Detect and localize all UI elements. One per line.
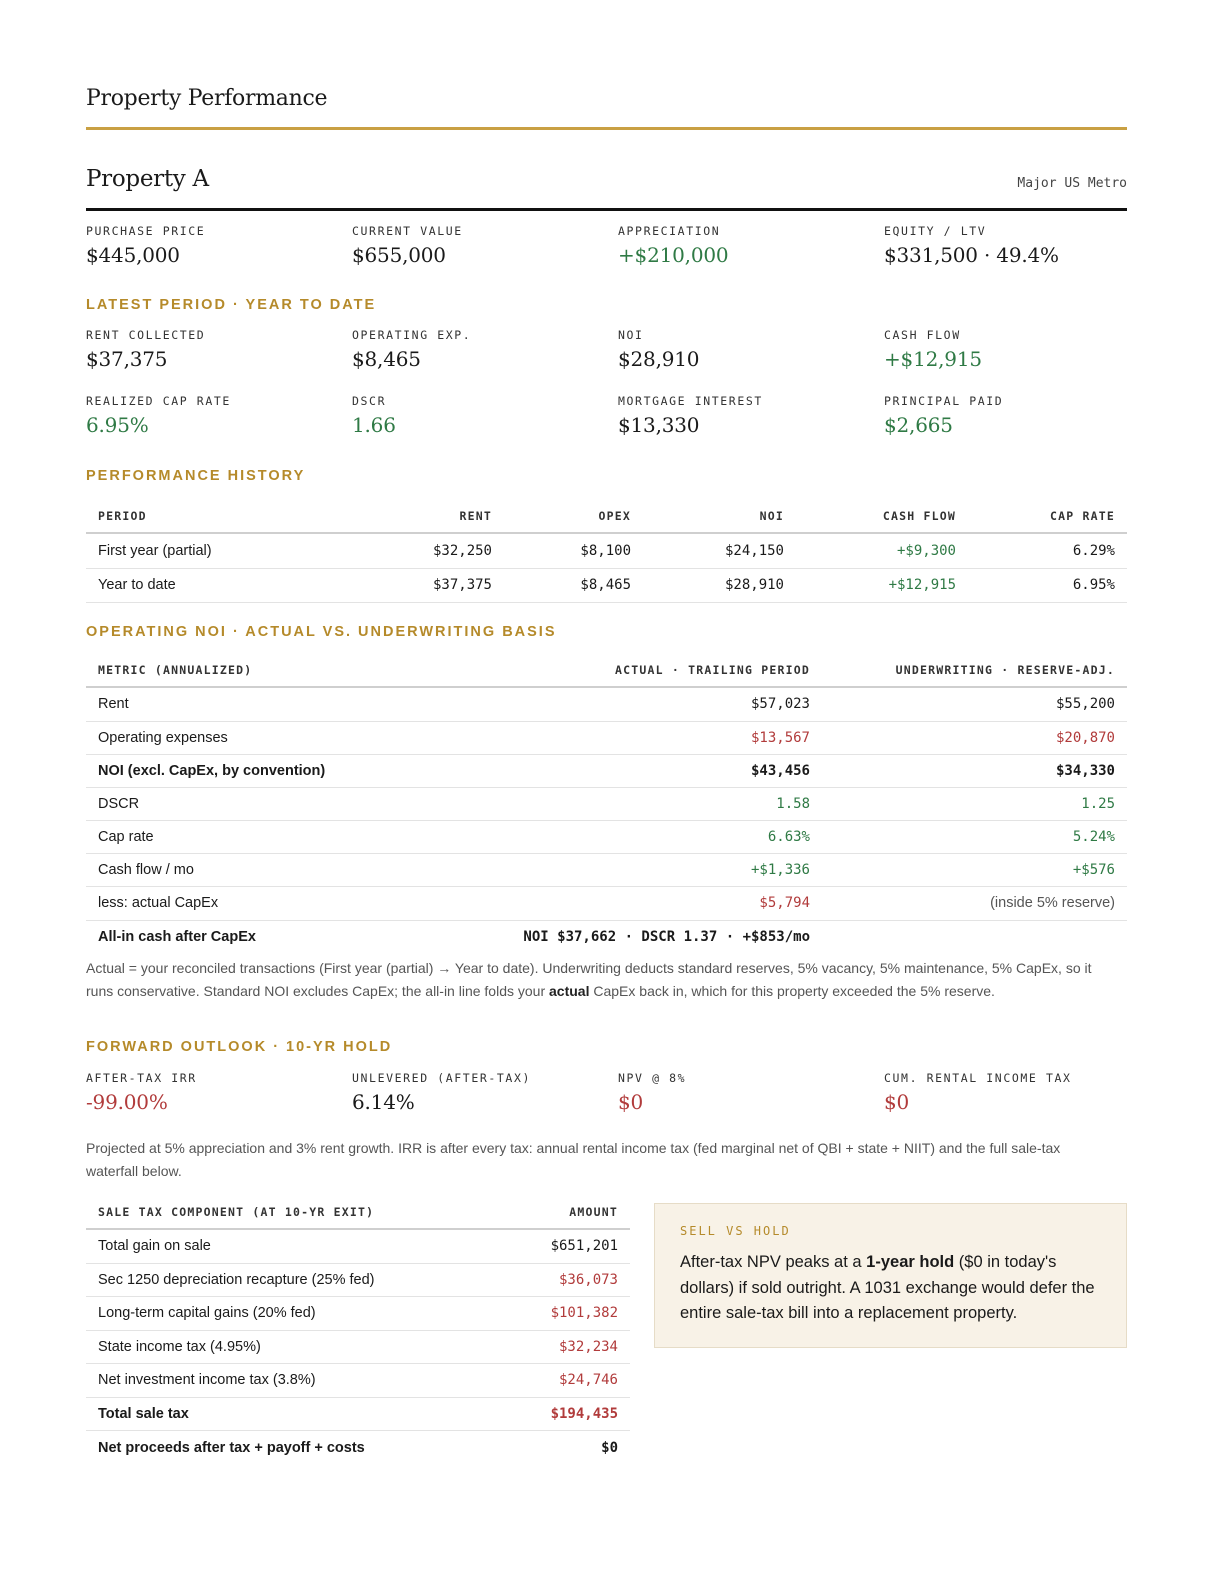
amount-cell: $101,382 [506, 1296, 630, 1330]
kpi-unlevered-after-tax [352, 1071, 618, 1114]
actual-cell: $5,794 [486, 886, 822, 920]
kpi-npv [618, 1071, 884, 1114]
kpi-label: OPERATING EXP. [352, 328, 472, 342]
metric-cell: NOI (excl. CapEx, by convention) [86, 754, 486, 787]
forward-outlook-heading: FORWARD OUTLOOK · 10-YR HOLD [86, 1039, 393, 1055]
kpi-appreciation [618, 224, 884, 267]
kpi-label: UNLEVERED (AFTER-TAX) [352, 1071, 531, 1085]
callout-emphasis: 1-year hold [866, 1253, 955, 1271]
kpi-value: -99.00% [86, 1090, 168, 1114]
column-header: CASH FLOW [796, 500, 968, 533]
metric-cell: Cash flow / mo [86, 853, 486, 886]
performance-history-table [86, 500, 1127, 603]
footnote-text: CapEx back in, which for this property exceeded the 5% reserve. [589, 982, 995, 999]
table-row [86, 568, 1127, 602]
kpi-cum-rental-income-tax [884, 1071, 1127, 1114]
opex-cell: $8,465 [504, 568, 643, 602]
rent-cell: $32,250 [386, 533, 504, 568]
operating-noi-table [86, 654, 1127, 953]
actual-cell: $13,567 [486, 721, 822, 754]
kpi-value: +$210,000 [618, 243, 729, 267]
kpi-after-tax-irr [86, 1071, 352, 1114]
actual-cell: +$1,336 [486, 853, 822, 886]
sale-tax-table [86, 1196, 630, 1465]
kpi-value: $37,375 [86, 347, 168, 371]
kpi-label: EQUITY / LTV [884, 224, 987, 238]
kpi-label: NPV @ 8% [618, 1071, 687, 1085]
underwriting-cell: $20,870 [822, 721, 1127, 754]
kpi-label: REALIZED CAP RATE [86, 394, 231, 408]
table-row [86, 1330, 630, 1363]
kpi-equity-ltv [884, 224, 1127, 267]
actual-cell: $43,456 [486, 754, 822, 787]
column-header: METRIC (ANNUALIZED) [86, 654, 486, 687]
property-name: Property A [86, 166, 209, 192]
metric-cell: DSCR [86, 787, 486, 820]
kpi-value: $331,500 · 49.4% [884, 243, 1059, 267]
callout-text [680, 1250, 1101, 1327]
amount-cell: $194,435 [506, 1397, 630, 1430]
metric-cell: All-in cash after CapEx [98, 928, 256, 945]
outlook-footnote: Projected at 5% appreciation and 3% rent growth. IRR is after every tax: annual rental income tax (fed marginal net of QBI + state + NIIT) and the full sale-tax waterfall below. [86, 1140, 1061, 1179]
performance-history-heading: PERFORMANCE HISTORY [86, 468, 306, 484]
underwriting-cell: +$576 [822, 853, 1127, 886]
component-cell: Net investment income tax (3.8%) [86, 1363, 506, 1397]
outlook-kpis [86, 1071, 1127, 1114]
table-row [86, 687, 1127, 721]
table-row [86, 920, 1127, 953]
underwriting-cell: 1.25 [822, 787, 1127, 820]
kpi-dscr [352, 394, 618, 437]
table-row [86, 820, 1127, 853]
component-cell: Total gain on sale [86, 1229, 506, 1263]
column-header: UNDERWRITING · RESERVE-ADJ. [822, 654, 1127, 687]
column-header: ACTUAL · TRAILING PERIOD [486, 654, 822, 687]
actual-cell: NOI $37,662 · DSCR 1.37 · +$853/mo [523, 928, 810, 945]
column-header: AMOUNT [506, 1196, 630, 1229]
column-header: RENT [386, 500, 504, 533]
actual-cell: $57,023 [486, 687, 822, 721]
property-divider [86, 208, 1127, 211]
kpi-current-value [352, 224, 618, 267]
callout-label: SELL VS HOLD [680, 1224, 791, 1238]
latest-period-heading: LATEST PERIOD · YEAR TO DATE [86, 297, 377, 313]
amount-cell: $0 [601, 1439, 618, 1456]
kpi-label: RENT COLLECTED [86, 328, 206, 342]
kpi-label: DSCR [352, 394, 387, 408]
kpi-purchase-price [86, 224, 352, 267]
column-header: CAP RATE [968, 500, 1127, 533]
kpi-value: 1.66 [352, 413, 396, 437]
actual-cell: 1.58 [486, 787, 822, 820]
kpi-value: $0 [884, 1090, 910, 1114]
table-row [86, 1229, 630, 1263]
table-header-row [86, 654, 1127, 687]
kpi-label: PRINCIPAL PAID [884, 394, 1004, 408]
kpi-value: $655,000 [352, 243, 446, 267]
title-divider [86, 127, 1127, 130]
kpi-realized-cap-rate [86, 394, 352, 437]
latest-kpis-row2 [86, 394, 1127, 437]
kpi-label: CURRENT VALUE [352, 224, 463, 238]
rent-cell: $37,375 [386, 568, 504, 602]
summary-kpis [86, 224, 1127, 267]
latest-kpis-row1 [86, 328, 1127, 371]
metric-cell: less: actual CapEx [86, 886, 486, 920]
kpi-label: CASH FLOW [884, 328, 961, 342]
kpi-label: NOI [618, 328, 644, 342]
noi-cell: $28,910 [643, 568, 796, 602]
amount-cell: $36,073 [506, 1263, 630, 1296]
metric-cell: Cap rate [86, 820, 486, 853]
kpi-value: 6.95% [86, 413, 149, 437]
table-header-row [86, 1196, 630, 1229]
noi-cell: $24,150 [643, 533, 796, 568]
kpi-operating-exp [352, 328, 618, 371]
metric-cell: Operating expenses [86, 721, 486, 754]
cap-rate-cell: 6.95% [968, 568, 1127, 602]
kpi-principal-paid [884, 394, 1127, 437]
kpi-value: +$12,915 [884, 347, 982, 371]
kpi-value: 6.14% [352, 1090, 415, 1114]
operating-noi-heading: OPERATING NOI · ACTUAL VS. UNDERWRITING BASIS [86, 624, 557, 640]
kpi-cash-flow [884, 328, 1127, 371]
noi-footnote [86, 957, 1116, 1002]
kpi-label: CUM. RENTAL INCOME TAX [884, 1071, 1072, 1085]
kpi-value: $13,330 [618, 413, 700, 437]
component-cell: Long-term capital gains (20% fed) [86, 1296, 506, 1330]
table-row [86, 1296, 630, 1330]
kpi-value: $28,910 [618, 347, 700, 371]
kpi-value: $0 [618, 1090, 644, 1114]
page-title: Property Performance [86, 86, 328, 111]
column-header: OPEX [504, 500, 643, 533]
kpi-label: APPRECIATION [618, 224, 721, 238]
table-row [86, 853, 1127, 886]
underwriting-cell: (inside 5% reserve) [822, 886, 1127, 920]
kpi-value: $8,465 [352, 347, 421, 371]
footnote-text: Actual = your reconciled transactions (First year (partial) → Year to date). Underwriting deducts standard reserves, 5% vacancy, 5% maintenance, 5% CapEx, so it runs conservative. Standard NOI excludes CapEx; the all-in line folds your [86, 960, 1092, 999]
table-row [86, 886, 1127, 920]
table-row [86, 754, 1127, 787]
property-location: Major US Metro [1017, 176, 1127, 191]
column-header: SALE TAX COMPONENT (AT 10-YR EXIT) [86, 1196, 506, 1229]
underwriting-cell: $34,330 [822, 754, 1127, 787]
kpi-label: AFTER-TAX IRR [86, 1071, 197, 1085]
table-header-row [86, 500, 1127, 533]
table-row [86, 1397, 630, 1430]
kpi-label: MORTGAGE INTEREST [618, 394, 763, 408]
table-row [86, 787, 1127, 820]
amount-cell: $651,201 [506, 1229, 630, 1263]
callout-text-part: After-tax NPV peaks at a [680, 1253, 867, 1271]
kpi-rent-collected [86, 328, 352, 371]
underwriting-cell: 5.24% [822, 820, 1127, 853]
column-header: PERIOD [86, 500, 386, 533]
table-row [86, 1430, 630, 1465]
table-row [86, 1263, 630, 1296]
component-cell: Net proceeds after tax + payoff + costs [98, 1439, 365, 1456]
component-cell: State income tax (4.95%) [86, 1330, 506, 1363]
component-cell: Total sale tax [86, 1397, 506, 1430]
underwriting-cell: $55,200 [822, 687, 1127, 721]
table-row [86, 721, 1127, 754]
cap-rate-cell: 6.29% [968, 533, 1127, 568]
kpi-value: $2,665 [884, 413, 953, 437]
opex-cell: $8,100 [504, 533, 643, 568]
kpi-value: $445,000 [86, 243, 180, 267]
column-header: NOI [643, 500, 796, 533]
component-cell: Sec 1250 depreciation recapture (25% fed) [86, 1263, 506, 1296]
period-cell: Year to date [86, 568, 386, 602]
footnote-emphasis: actual [549, 982, 590, 999]
amount-cell: $24,746 [506, 1363, 630, 1397]
kpi-noi [618, 328, 884, 371]
kpi-mortgage-interest [618, 394, 884, 437]
underwriting-cell [822, 920, 1127, 953]
amount-cell: $32,234 [506, 1330, 630, 1363]
table-row [86, 533, 1127, 568]
callout-text-part: ($0 in today's dollars) if sold outright. A 1031 exchange would defer the entire sale-tax bill into a replacement property. [680, 1253, 1095, 1322]
cash-flow-cell: +$9,300 [796, 533, 968, 568]
sell-vs-hold-callout [654, 1203, 1127, 1348]
actual-cell: 6.63% [486, 820, 822, 853]
period-cell: First year (partial) [86, 533, 386, 568]
kpi-label: PURCHASE PRICE [86, 224, 206, 238]
metric-cell: Rent [86, 687, 486, 721]
table-row [86, 1363, 630, 1397]
cash-flow-cell: +$12,915 [796, 568, 968, 602]
